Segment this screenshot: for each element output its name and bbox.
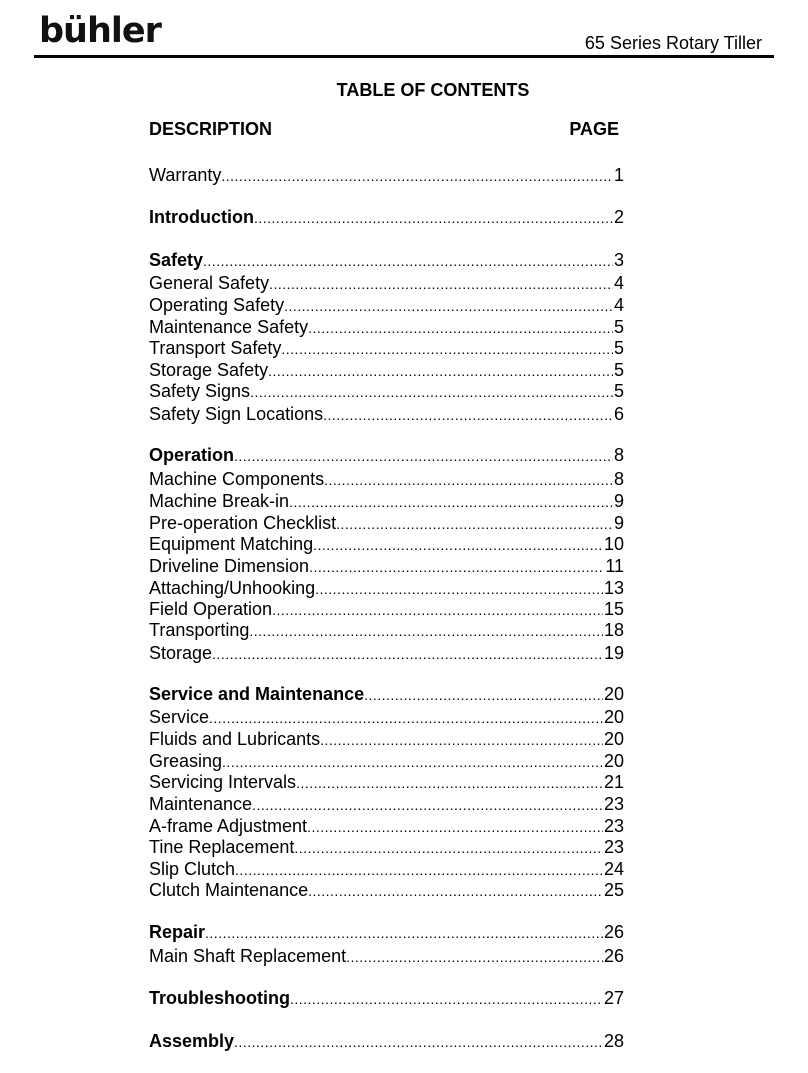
toc-entry[interactable]	[149, 404, 624, 425]
toc-entry-page: 13	[603, 578, 624, 598]
toc-entry-page: 20	[603, 751, 624, 771]
dot-leader	[313, 535, 603, 556]
toc-entry-page: 20	[603, 707, 624, 727]
toc-entry[interactable]	[149, 1031, 624, 1052]
toc-entry-label: Safety	[149, 250, 204, 270]
dot-leader	[212, 644, 603, 665]
toc-entry[interactable]	[149, 988, 624, 1009]
toc-entry[interactable]	[149, 772, 624, 793]
dot-leader	[308, 881, 603, 902]
toc-entry-label: Fluids and Lubricants	[149, 729, 321, 749]
toc-entry-label: Assembly	[149, 1031, 235, 1051]
toc-entry[interactable]	[149, 643, 624, 664]
toc-entry-label: Transporting	[149, 620, 250, 640]
toc-entry-label: Introduction	[149, 207, 254, 227]
toc-entry-label: Storage	[149, 643, 213, 663]
toc-entry-label: Machine Break-in	[149, 491, 290, 511]
toc-entry-page: 23	[603, 816, 624, 836]
dot-leader	[324, 470, 613, 491]
toc-entry[interactable]	[149, 599, 624, 620]
toc-entry[interactable]	[149, 295, 624, 316]
toc-entry-page: 4	[613, 295, 624, 315]
toc-entry-page: 28	[603, 1031, 624, 1051]
toc-entry-label: Troubleshooting	[149, 988, 290, 1008]
toc-entry[interactable]	[149, 513, 624, 534]
toc-entry-label: Safety Signs	[149, 381, 251, 401]
toc-entry[interactable]	[149, 684, 624, 705]
toc-entry-page: 21	[603, 772, 624, 792]
toc-entry-label: Operating Safety	[149, 295, 285, 315]
toc-entry[interactable]	[149, 729, 624, 750]
toc-entry-page: 5	[613, 381, 624, 401]
toc-entry[interactable]	[149, 273, 624, 294]
dot-leader	[289, 492, 613, 513]
toc-entry-label: Service	[149, 707, 210, 727]
toc-entry-label: Pre-operation Checklist	[149, 513, 337, 533]
toc-entry-label: Attaching/Unhooking	[149, 578, 316, 598]
dot-leader	[315, 579, 603, 600]
dot-leader	[323, 405, 613, 426]
dot-leader	[250, 382, 613, 403]
toc-entry-page: 20	[603, 729, 624, 749]
dot-leader	[346, 947, 603, 968]
toc-entry-page: 19	[603, 643, 624, 663]
toc-entry-page: 23	[603, 837, 624, 857]
toc-entry-page: 10	[603, 534, 624, 554]
dot-leader	[336, 514, 613, 535]
dot-leader	[252, 795, 603, 816]
dot-leader	[234, 446, 613, 467]
toc-entry-page: 24	[603, 859, 624, 879]
dot-leader	[221, 166, 613, 187]
toc-entry-label: Operation	[149, 445, 235, 465]
toc-entry-page: 1	[613, 165, 624, 185]
dot-leader	[309, 557, 604, 578]
description-column-header: DESCRIPTION	[149, 119, 273, 139]
toc-entry[interactable]	[149, 165, 624, 186]
dot-leader	[284, 296, 613, 317]
toc-entry-page: 8	[613, 469, 624, 489]
dot-leader	[235, 860, 603, 881]
toc-entry-page: 5	[613, 360, 624, 380]
dot-leader	[268, 361, 613, 382]
toc-entry[interactable]	[149, 880, 624, 901]
toc-entry[interactable]	[149, 816, 624, 837]
toc-entry[interactable]	[149, 922, 624, 943]
document-title: 65 Series Rotary Tiller	[584, 33, 762, 53]
toc-entry[interactable]	[149, 578, 624, 599]
toc-entry-page: 3	[613, 250, 624, 270]
toc-entry-label: Servicing Intervals	[149, 772, 297, 792]
dot-leader	[249, 621, 603, 642]
dot-leader	[364, 685, 603, 706]
dot-leader	[254, 208, 613, 229]
toc-entry-page: 5	[613, 317, 624, 337]
buhler-logo: bühler	[39, 11, 161, 51]
dot-leader	[269, 274, 613, 295]
toc-entry[interactable]	[149, 469, 624, 490]
toc-entry-label: Warranty	[149, 165, 222, 185]
toc-entry-label: Main Shaft Replacement	[149, 946, 347, 966]
toc-entry-page: 5	[613, 338, 624, 358]
toc-entry-page: 9	[613, 513, 624, 533]
toc-entry-page: 20	[603, 684, 624, 704]
dot-leader	[290, 989, 603, 1010]
toc-entry[interactable]	[149, 837, 624, 858]
toc-entry-label: Maintenance	[149, 794, 253, 814]
toc-entry[interactable]	[149, 360, 624, 381]
toc-entry-label: Driveline Dimension	[149, 556, 310, 576]
dot-leader	[222, 752, 603, 773]
toc-entry-label: Machine Components	[149, 469, 325, 489]
toc-entry-page: 9	[613, 491, 624, 511]
toc-entry-label: Field Operation	[149, 599, 273, 619]
toc-entry[interactable]	[149, 751, 624, 772]
toc-entry-page: 18	[603, 620, 624, 640]
toc-entry-label: A-frame Adjustment	[149, 816, 308, 836]
dot-leader	[205, 923, 603, 944]
toc-entry-label: Clutch Maintenance	[149, 880, 309, 900]
dot-leader	[203, 251, 613, 272]
toc-entry-label: Greasing	[149, 751, 223, 771]
toc-entry-label: Repair	[149, 922, 206, 942]
toc-entry-label: Storage Safety	[149, 360, 269, 380]
toc-entry-label: Slip Clutch	[149, 859, 236, 879]
dot-leader	[307, 817, 603, 838]
toc-entry-label: Equipment Matching	[149, 534, 314, 554]
toc-entry-label: Tine Replacement	[149, 837, 295, 857]
toc-entry[interactable]	[149, 491, 624, 512]
toc-entry[interactable]	[149, 445, 624, 466]
toc-entry[interactable]	[149, 250, 624, 271]
toc-entry-page: 2	[613, 207, 624, 227]
toc-entry[interactable]	[149, 707, 624, 728]
toc-entry-label: Maintenance Safety	[149, 317, 309, 337]
toc-entry-label: Service and Maintenance	[149, 684, 365, 704]
toc-entry[interactable]	[149, 620, 624, 641]
dot-leader	[234, 1032, 603, 1053]
toc-entry-page: 15	[603, 599, 624, 619]
dot-leader	[281, 339, 613, 360]
dot-leader	[320, 730, 603, 751]
toc-entry-page: 6	[613, 404, 624, 424]
page-column-header: PAGE	[569, 119, 619, 139]
toc-entry-page: 25	[603, 880, 624, 900]
toc-entry[interactable]	[149, 207, 624, 228]
dot-leader	[294, 838, 603, 859]
toc-entry[interactable]	[149, 946, 624, 967]
toc-entry-page: 8	[613, 445, 624, 465]
toc-entry[interactable]	[149, 534, 624, 555]
toc-entry[interactable]	[149, 381, 624, 402]
toc-entry-label: Safety Sign Locations	[149, 404, 324, 424]
toc-column-headers	[149, 119, 619, 140]
toc-entry[interactable]	[149, 317, 624, 338]
dot-leader	[272, 600, 603, 621]
header-rule	[34, 55, 774, 58]
toc-entry-page: 11	[605, 556, 624, 576]
dot-leader	[296, 773, 603, 794]
toc-entry[interactable]	[149, 794, 624, 815]
toc-heading: TABLE OF CONTENTS	[336, 80, 530, 100]
toc-entry[interactable]	[149, 859, 624, 880]
toc-entry[interactable]	[149, 338, 624, 359]
dot-leader	[308, 318, 613, 339]
dot-leader	[209, 708, 603, 729]
toc-entry-page: 27	[603, 988, 624, 1008]
toc-entry-page: 26	[603, 946, 624, 966]
toc-entry-page: 26	[603, 922, 624, 942]
toc-entry-page: 4	[613, 273, 624, 293]
toc-entry-page: 23	[603, 794, 624, 814]
toc-entry[interactable]	[149, 556, 624, 577]
toc-entry-label: Transport Safety	[149, 338, 282, 358]
toc-entry-label: General Safety	[149, 273, 270, 293]
